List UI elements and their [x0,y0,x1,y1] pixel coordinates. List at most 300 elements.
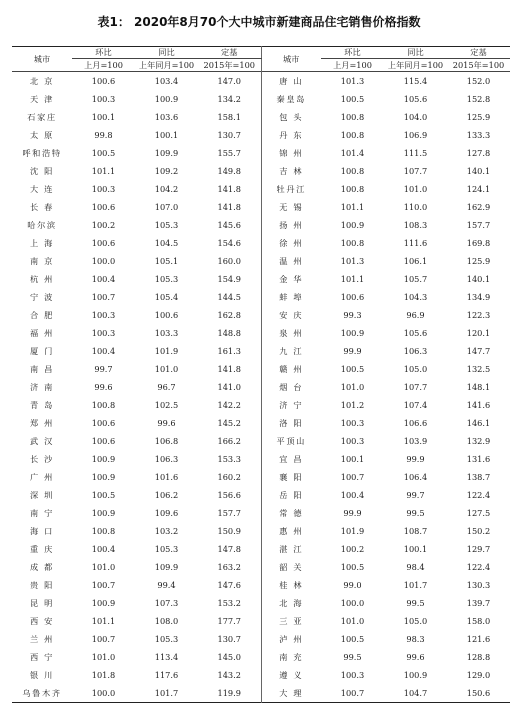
yoy-right-cell: 101.0 [403,183,428,194]
yoy-right-cell: 108.7 [403,525,428,536]
yoy-left-cell: 104.2 [154,183,179,194]
yoy-header-left: 同比 [135,47,198,59]
yoy-right-cell: 111.6 [403,237,428,248]
mom-right-cell: 101.1 [340,201,365,212]
base-right-cell: 158.0 [466,615,491,626]
city-left-cell: 上 海 [30,237,54,248]
mom-right-cell: 99.9 [343,507,362,518]
yoy-left-cell: 106.3 [154,453,179,464]
base-left-cell: 147.0 [217,75,241,86]
base-right-cell: 146.1 [466,417,491,428]
yoy-right-cell: 105.7 [403,273,428,284]
mom-left-cell: 100.1 [91,111,116,122]
city-right-cell: 泉 州 [261,324,321,342]
city-left-cell: 哈尔滨 [27,219,57,230]
yoy-right-cell: 104.0 [403,111,428,122]
mom-right-cell: 100.5 [340,561,365,572]
yoy-right-cell: 108.3 [403,219,428,230]
yoy-right-cell: 107.7 [403,165,428,176]
city-left-cell: 昆 明 [30,597,54,608]
yoy-right-cell: 103.9 [403,435,428,446]
city-left-cell: 海 口 [30,525,54,536]
table-row [12,414,510,432]
table-row [12,522,510,540]
yoy-header-right: 同比 [384,47,447,59]
mom-left-cell: 99.6 [94,381,113,392]
yoy-left-cell: 99.4 [157,579,176,590]
yoy-left-cell: 117.6 [154,669,179,680]
base-left-cell: 150.9 [217,525,241,536]
base-left-cell: 142.2 [217,399,241,410]
mom-right-cell: 100.8 [340,183,365,194]
mom-right-cell: 101.2 [340,399,365,410]
base-right-cell: 127.8 [466,147,491,158]
mom-left-cell: 99.8 [94,129,113,140]
table-row [12,180,510,198]
mom-left-cell: 100.6 [91,417,116,428]
mom-left-cell: 99.7 [94,363,113,374]
base-left-cell: 158.1 [217,111,241,122]
base-right-cell: 140.1 [466,165,491,176]
mom-right-cell: 100.2 [340,543,365,554]
table-row [12,432,510,450]
mom-left-cell: 100.3 [91,183,116,194]
yoy-left-cell: 103.3 [154,327,179,338]
table-title: 表1： 2020年8月70个大中城市新建商品住宅销售价格指数 [97,15,421,29]
base-left-cell: 130.7 [217,129,241,140]
yoy-left-cell: 107.0 [154,201,179,212]
table-row [12,630,510,648]
mom-right-cell: 101.4 [340,147,365,158]
base-right-cell: 138.7 [466,471,491,482]
table-row [12,558,510,576]
city-left-cell: 广 州 [30,471,54,482]
mom-left-cell: 100.0 [91,255,116,266]
mom-left-cell: 101.1 [91,165,116,176]
base-left-cell: 154.6 [217,237,241,248]
city-right-cell: 南 充 [261,648,321,666]
yoy-left-cell: 105.3 [154,543,179,554]
mom-right-cell: 100.5 [340,363,365,374]
mom-right-cell: 100.5 [340,93,365,104]
table-row [12,540,510,558]
yoy-left-cell: 101.9 [154,345,179,356]
yoy-right-cell: 100.1 [403,543,428,554]
table-row [12,342,510,360]
yoy-right-cell: 104.3 [403,291,428,302]
table-row [12,144,510,162]
table-row [12,90,510,108]
mom-right-cell: 100.3 [340,669,365,680]
base-left-cell: 154.9 [217,273,241,284]
base-left-cell: 160.2 [217,471,241,482]
yoy-right-cell: 98.4 [406,561,425,572]
yoy-right-cell: 115.4 [403,75,428,86]
city-left-cell: 大 连 [30,183,54,194]
yoy-right-cell: 105.6 [403,327,428,338]
yoy-right-cell: 99.5 [406,597,425,608]
city-right-cell: 丹 东 [261,126,321,144]
table-row [12,216,510,234]
yoy-base-left: 上年同月=100 [138,59,195,70]
yoy-left-cell: 100.1 [154,129,179,140]
city-left-cell: 成 都 [30,561,54,572]
city-left-cell: 西 安 [30,615,54,626]
mom-left-cell: 100.2 [91,219,116,230]
city-header-right: 城市 [261,47,321,72]
city-right-cell: 赣 州 [261,360,321,378]
table-row [12,504,510,522]
table-row [12,72,510,91]
city-right-cell: 安 庆 [261,306,321,324]
table-row [12,198,510,216]
base-right-cell: 134.9 [466,291,491,302]
yoy-right-cell: 110.0 [403,201,428,212]
mom-right-cell: 100.8 [340,237,365,248]
base-right-cell: 128.8 [466,651,491,662]
base-right-cell: 150.6 [466,687,491,698]
table-row [12,468,510,486]
city-right-cell: 宜 昌 [261,450,321,468]
mom-right-cell: 100.7 [340,687,365,698]
city-left-cell: 石家庄 [27,111,57,122]
mom-right-cell: 99.9 [343,345,362,356]
base-right-cell: 122.4 [466,489,491,500]
table-row [12,648,510,666]
base-right-cell: 139.7 [466,597,491,608]
base-right-cell: 147.7 [466,345,491,356]
table-row [12,234,510,252]
mom-right-cell: 100.4 [340,489,365,500]
mom-left-cell: 100.0 [91,687,116,698]
mom-left-cell: 101.0 [91,561,116,572]
mom-right-cell: 100.9 [340,327,365,338]
base-right-cell: 127.5 [466,507,491,518]
base-right-cell: 169.8 [466,237,491,248]
base-left-cell: 153.3 [217,453,241,464]
base-left-cell: 148.8 [217,327,241,338]
table-row [12,162,510,180]
city-right-cell: 牡丹江 [261,180,321,198]
mom-left-cell: 100.6 [91,435,116,446]
city-left-cell: 长 沙 [30,453,54,464]
base-left-cell: 177.7 [217,615,241,626]
mom-left-cell: 100.9 [91,471,116,482]
mom-left-cell: 100.3 [91,309,116,320]
yoy-left-cell: 105.3 [154,219,179,230]
base-left-cell: 141.8 [217,183,241,194]
mom-header-right: 环比 [321,47,384,59]
base-right-cell: 125.9 [466,255,491,266]
base-right-cell: 131.6 [466,453,491,464]
city-left-cell: 南 昌 [30,363,54,374]
base-right-cell: 125.9 [466,111,491,122]
yoy-right-cell: 98.3 [406,633,425,644]
base-header-left: 定基 [198,47,261,59]
base-right-cell: 124.1 [466,183,491,194]
yoy-left-cell: 103.2 [154,525,179,536]
city-right-cell: 北 海 [261,594,321,612]
table-row [12,360,510,378]
base-left-cell: 141.8 [217,363,241,374]
mom-right-cell: 99.5 [343,651,362,662]
mom-right-cell: 101.0 [340,381,365,392]
yoy-base-right: 上年同月=100 [387,59,444,70]
yoy-right-cell: 105.0 [403,615,428,626]
city-left-cell: 沈 阳 [30,165,54,176]
yoy-right-cell: 99.7 [406,489,425,500]
yoy-left-cell: 96.7 [157,381,176,392]
table-row [12,612,510,630]
base-left-cell: 155.7 [217,147,241,158]
city-right-cell: 金 华 [261,270,321,288]
base-year-left: 2015年=100 [203,59,255,70]
mom-left-cell: 100.9 [91,453,116,464]
mom-right-cell: 101.3 [340,255,365,266]
yoy-left-cell: 107.3 [154,597,179,608]
city-right-cell: 常 德 [261,504,321,522]
city-right-cell: 徐 州 [261,234,321,252]
mom-left-cell: 100.9 [91,597,116,608]
city-right-cell: 三 亚 [261,612,321,630]
mom-right-cell: 99.3 [343,309,362,320]
yoy-left-cell: 100.9 [154,93,179,104]
city-left-cell: 宁 波 [30,291,54,302]
yoy-left-cell: 113.4 [154,651,179,662]
city-right-cell: 襄 阳 [261,468,321,486]
table-row [12,252,510,270]
base-right-cell: 130.3 [466,579,491,590]
base-left-cell: 161.3 [217,345,241,356]
city-left-cell: 兰 州 [30,633,54,644]
base-left-cell: 147.8 [217,543,241,554]
base-left-cell: 162.8 [217,309,241,320]
mom-left-cell: 100.4 [91,543,116,554]
base-left-cell: 153.2 [217,597,241,608]
yoy-right-cell: 106.4 [403,471,428,482]
mom-right-cell: 101.9 [340,525,365,536]
base-right-cell: 122.3 [466,309,491,320]
city-left-cell: 贵 阳 [30,579,54,590]
city-right-cell: 秦皇岛 [261,90,321,108]
city-right-cell: 桂 林 [261,576,321,594]
city-left-cell: 武 汉 [30,435,54,446]
table-body [12,72,510,703]
table-row [12,396,510,414]
city-right-cell: 吉 林 [261,162,321,180]
mom-left-cell: 100.7 [91,633,116,644]
mom-right-cell: 100.7 [340,471,365,482]
base-right-cell: 141.6 [466,399,491,410]
yoy-right-cell: 99.9 [406,453,425,464]
city-right-cell: 韶 关 [261,558,321,576]
yoy-left-cell: 100.6 [154,309,179,320]
base-right-cell: 129.0 [466,669,491,680]
yoy-left-cell: 109.9 [154,561,179,572]
base-right-cell: 150.2 [466,525,491,536]
base-left-cell: 145.2 [217,417,241,428]
yoy-left-cell: 105.3 [154,633,179,644]
mom-right-cell: 101.0 [340,615,365,626]
table-row [12,450,510,468]
base-left-cell: 160.0 [217,255,241,266]
city-left-cell: 青 岛 [30,399,54,410]
yoy-right-cell: 106.6 [403,417,428,428]
city-left-cell: 南 京 [30,255,54,266]
table-row [12,666,510,684]
city-right-cell: 湛 江 [261,540,321,558]
price-index-table [12,46,510,703]
city-left-cell: 济 南 [30,381,54,392]
base-right-cell: 132.9 [466,435,491,446]
city-right-cell: 烟 台 [261,378,321,396]
base-right-cell: 122.4 [466,561,491,572]
yoy-right-cell: 106.1 [403,255,428,266]
city-left-cell: 太 原 [30,129,54,140]
yoy-right-cell: 101.7 [403,579,428,590]
mom-right-cell: 100.1 [340,453,365,464]
base-left-cell: 144.5 [217,291,241,302]
mom-left-cell: 101.1 [91,615,116,626]
yoy-left-cell: 103.4 [154,75,179,86]
mom-left-cell: 100.4 [91,273,116,284]
base-right-cell: 157.7 [466,219,491,230]
city-left-cell: 西 宁 [30,651,54,662]
table-row [12,270,510,288]
yoy-left-cell: 109.2 [154,165,179,176]
city-right-cell: 锦 州 [261,144,321,162]
city-right-cell: 无 锡 [261,198,321,216]
yoy-right-cell: 107.7 [403,381,428,392]
mom-left-cell: 100.8 [91,399,116,410]
mom-left-cell: 100.5 [91,147,116,158]
base-left-cell: 145.6 [217,219,241,230]
city-right-cell: 泸 州 [261,630,321,648]
base-left-cell: 149.8 [217,165,241,176]
yoy-left-cell: 105.4 [154,291,179,302]
yoy-left-cell: 109.9 [154,147,179,158]
table-row [12,576,510,594]
yoy-right-cell: 99.5 [406,507,425,518]
city-left-cell: 合 肥 [30,309,54,320]
mom-right-cell: 100.9 [340,219,365,230]
yoy-left-cell: 105.1 [154,255,179,266]
mom-left-cell: 100.3 [91,93,116,104]
table-row [12,378,510,396]
mom-header-left: 环比 [72,47,135,59]
city-left-cell: 深 圳 [30,489,54,500]
city-right-cell: 洛 阳 [261,414,321,432]
mom-right-cell: 100.3 [340,417,365,428]
city-left-cell: 重 庆 [30,543,54,554]
base-left-cell: 130.7 [217,633,241,644]
city-right-cell: 岳 阳 [261,486,321,504]
yoy-left-cell: 108.0 [154,615,179,626]
mom-left-cell: 101.0 [91,651,116,662]
mom-base-right: 上月=100 [333,59,372,70]
base-right-cell: 120.1 [466,327,491,338]
base-left-cell: 163.2 [217,561,241,572]
city-right-cell: 唐 山 [261,72,321,91]
yoy-right-cell: 105.0 [403,363,428,374]
city-right-cell: 九 江 [261,342,321,360]
yoy-left-cell: 101.0 [154,363,179,374]
city-left-cell: 呼和浩特 [22,147,62,158]
mom-right-cell: 100.6 [340,291,365,302]
base-left-cell: 157.7 [217,507,241,518]
base-right-cell: 132.5 [466,363,491,374]
mom-left-cell: 100.7 [91,291,116,302]
mom-left-cell: 100.6 [91,201,116,212]
city-right-cell: 温 州 [261,252,321,270]
yoy-left-cell: 106.2 [154,489,179,500]
city-left-cell: 长 春 [30,201,54,212]
mom-right-cell: 101.1 [340,273,365,284]
mom-left-cell: 100.3 [91,327,116,338]
city-left-cell: 福 州 [30,327,54,338]
yoy-left-cell: 103.6 [154,111,179,122]
yoy-left-cell: 101.6 [154,471,179,482]
mom-right-cell: 100.5 [340,633,365,644]
mom-left-cell: 101.8 [91,669,116,680]
city-right-cell: 遵 义 [261,666,321,684]
yoy-right-cell: 106.3 [403,345,428,356]
mom-left-cell: 100.6 [91,237,116,248]
mom-right-cell: 100.3 [340,435,365,446]
yoy-right-cell: 106.9 [403,129,428,140]
yoy-left-cell: 101.7 [154,687,179,698]
base-left-cell: 143.2 [217,669,241,680]
mom-left-cell: 100.7 [91,579,116,590]
yoy-right-cell: 104.7 [403,687,428,698]
table-row [12,108,510,126]
city-left-cell: 北 京 [30,75,54,86]
yoy-right-cell: 105.6 [403,93,428,104]
mom-right-cell: 100.8 [340,129,365,140]
base-left-cell: 166.2 [217,435,241,446]
yoy-left-cell: 106.8 [154,435,179,446]
mom-right-cell: 101.3 [340,75,365,86]
mom-left-cell: 100.6 [91,75,116,86]
base-left-cell: 156.6 [217,489,241,500]
table-row [12,594,510,612]
base-right-cell: 121.6 [466,633,491,644]
base-right-cell: 148.1 [466,381,491,392]
base-right-cell: 162.9 [466,201,491,212]
city-left-cell: 乌鲁木齐 [22,687,62,698]
table-row [12,486,510,504]
yoy-right-cell: 107.4 [403,399,428,410]
mom-left-cell: 100.9 [91,507,116,518]
mom-right-cell: 100.8 [340,165,365,176]
base-left-cell: 147.6 [217,579,241,590]
mom-right-cell: 100.0 [340,597,365,608]
base-left-cell: 134.2 [217,93,241,104]
base-header-right: 定基 [447,47,510,59]
base-right-cell: 152.8 [466,93,491,104]
base-left-cell: 141.8 [217,201,241,212]
yoy-right-cell: 100.9 [403,669,428,680]
city-left-cell: 南 宁 [30,507,54,518]
mom-left-cell: 100.5 [91,489,116,500]
city-right-cell: 大 理 [261,684,321,703]
yoy-left-cell: 104.5 [154,237,179,248]
mom-base-left: 上月=100 [84,59,123,70]
city-header-left: 城市 [33,53,51,64]
table-row [12,288,510,306]
base-year-right: 2015年=100 [452,59,505,70]
city-right-cell: 蚌 埠 [261,288,321,306]
